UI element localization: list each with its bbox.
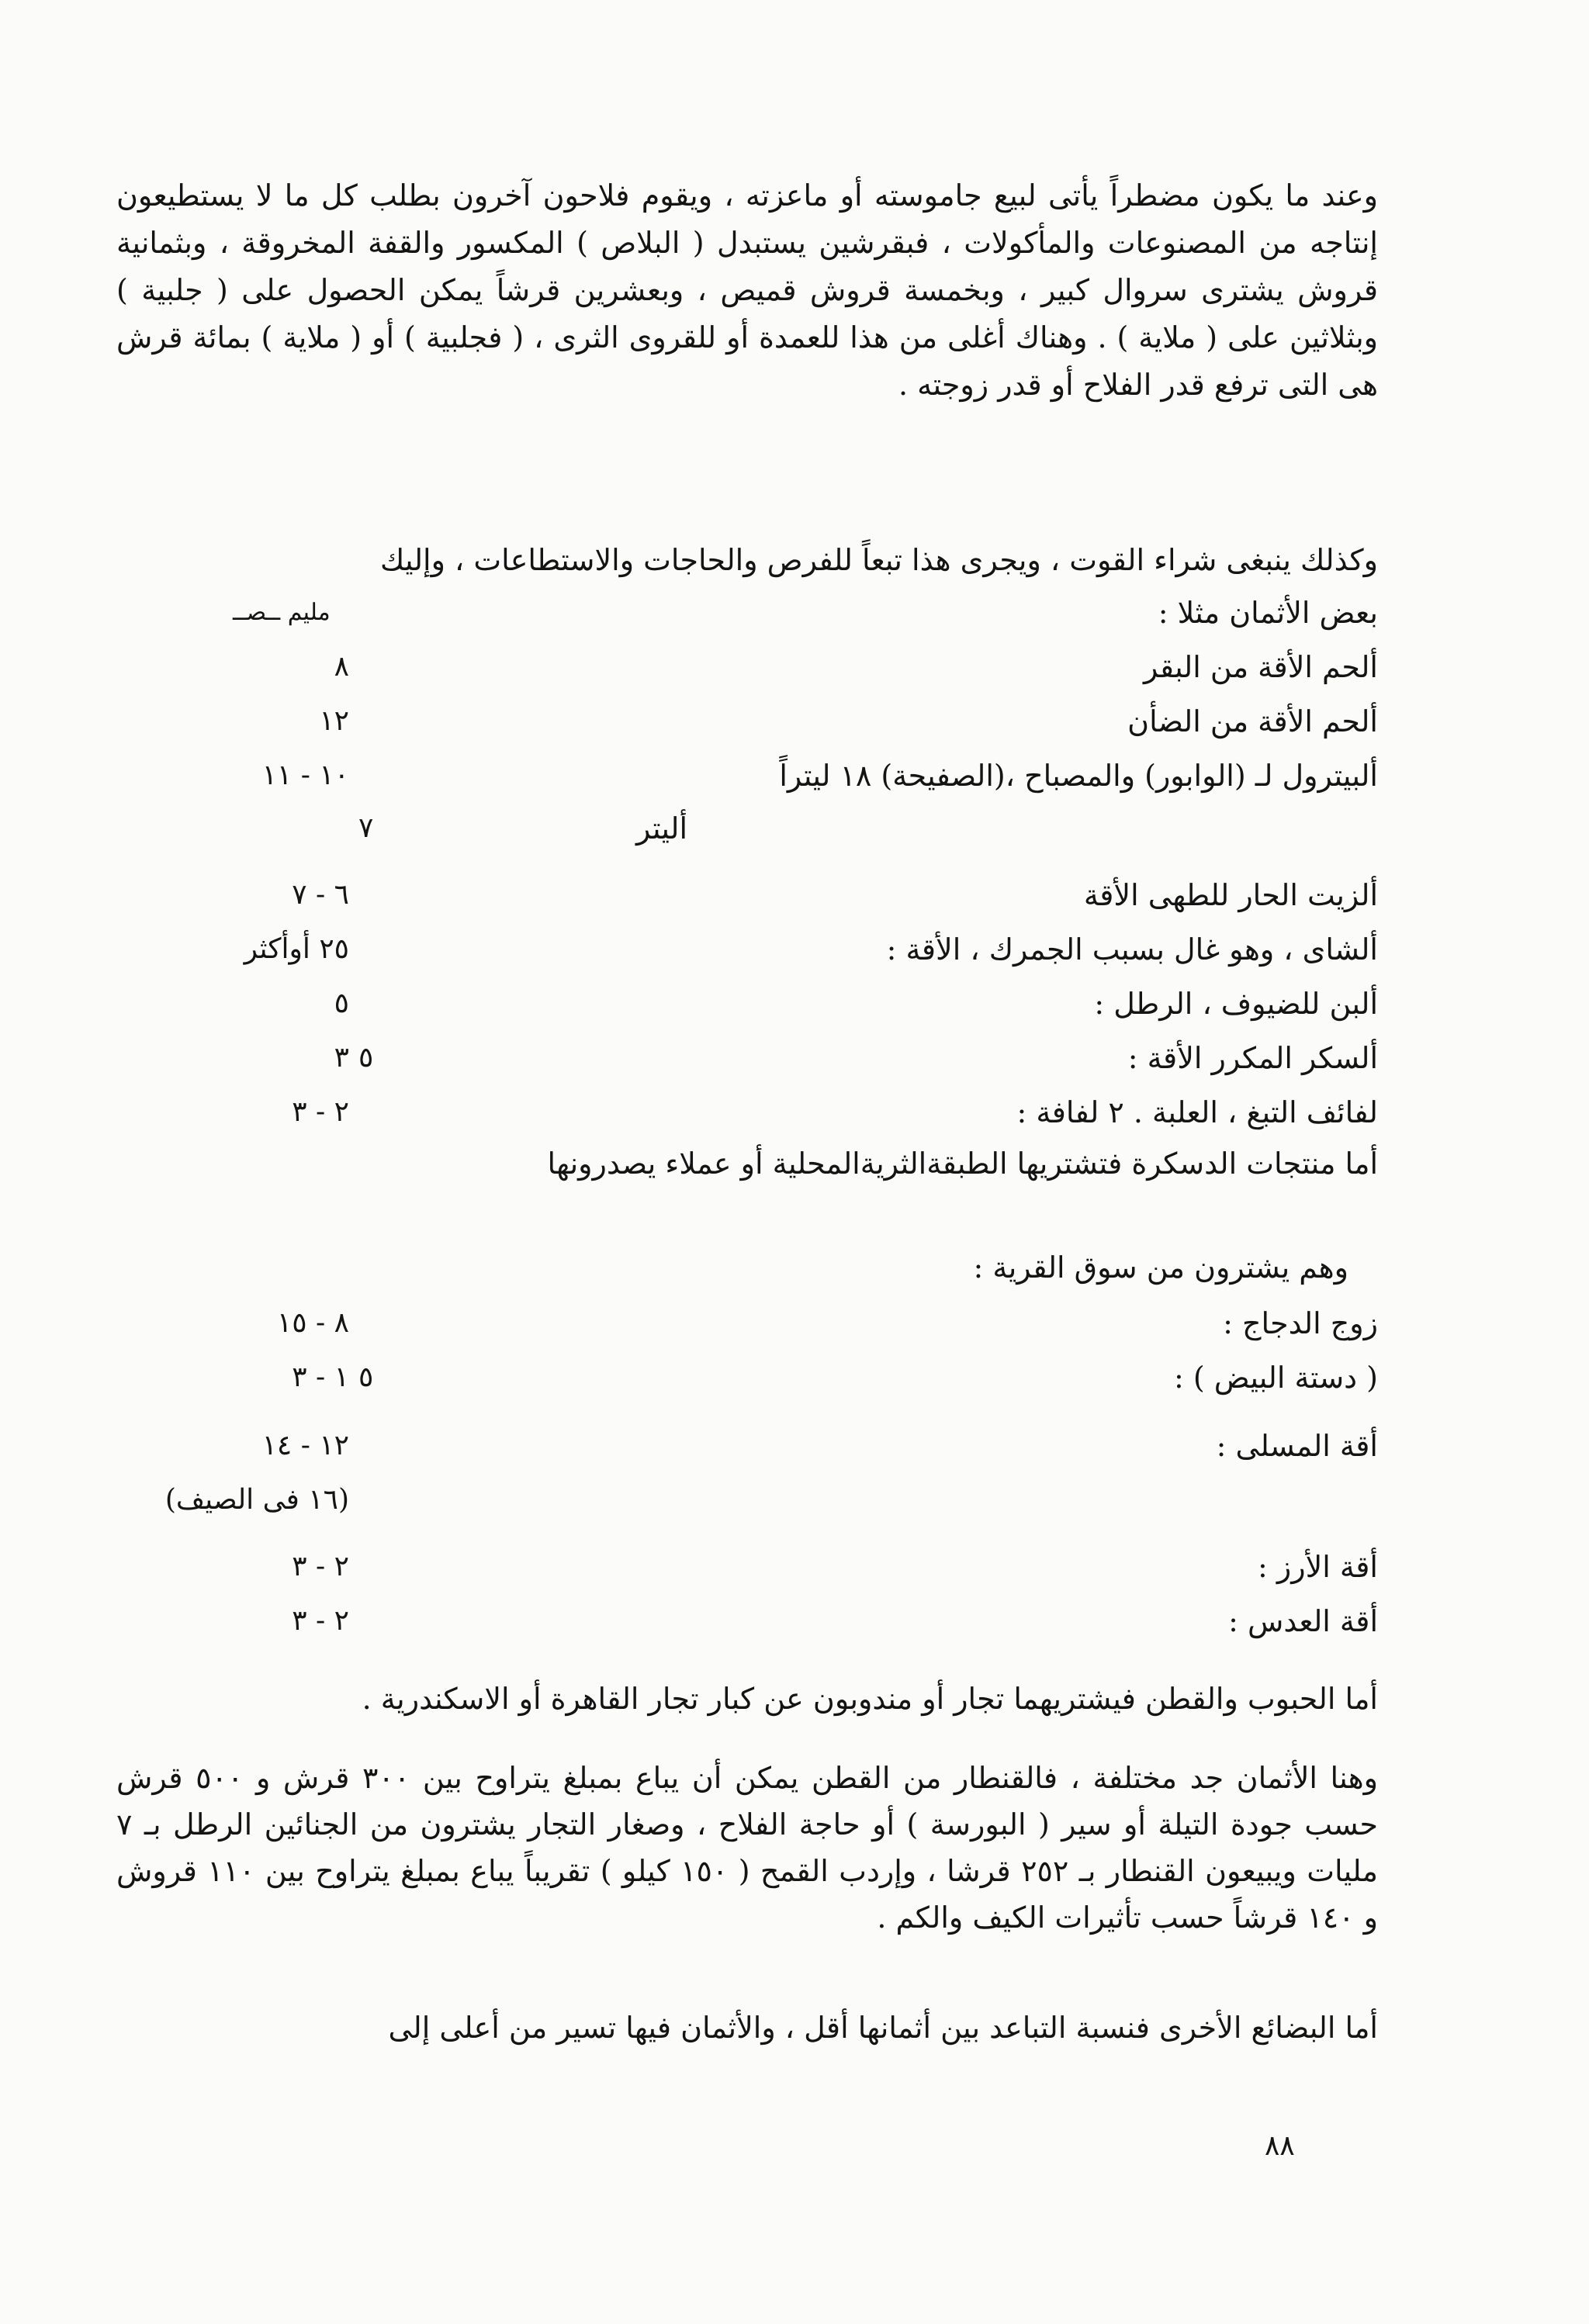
price-row-value: ٦ - ٧ [292,879,349,911]
market-row [0,1423,1589,1471]
market-row [0,1477,1589,1525]
market-table-intro-row [0,1244,1589,1292]
price-row-label: ألزيت الحار للطهى الأقة [1083,878,1378,912]
market-row-label: أقة المسلى : [1216,1429,1378,1463]
market-row-value: ١ - ٣ [292,1361,349,1393]
price-row-value: ٥ [334,987,349,1019]
market-row-label: زوج الدجاج : [1223,1306,1378,1340]
price-row-label: ألحم الأقة من البقر [1143,650,1378,684]
price-row-value: ٨ [334,651,349,683]
price-row-value: ٣ [334,1042,349,1074]
price-table-intro: بعض الأثمان مثلا : [1158,596,1378,630]
market-row [0,1598,1589,1646]
market-row-label: ( دستة البيض ) : [1174,1361,1378,1395]
price-row-label: ألبن للضيوف ، الرطل : [1094,987,1378,1021]
market-table-intro: وهم يشترون من سوق القرية : [973,1250,1348,1285]
market-row [0,1354,1589,1402]
outro-text: أما منتجات الدسكرة فتشتريها الطبقةالثريةالمحلية أو عملاء يصدرونها [547,1146,1378,1181]
price-row [0,698,1589,746]
price-row-label: لفائف التبغ ، العلبة . ٢ لفافة : [1016,1095,1378,1129]
price-row-label: أليتر [636,811,688,846]
paragraph-2: وكذلك ينبغى شراء القوت ، ويجرى هذا تبعاً للفرص والحاجات والاستطاعات ، وإليك [379,543,1378,577]
market-row-value: ١٢ - ١٤ [261,1430,349,1461]
market-row [0,1544,1589,1592]
paragraph-3: أما الحبوب والقطن فيشتريهما تجار أو مندوبون عن كبار تجار القاهرة أو الاسكندرية . [362,1682,1378,1716]
paragraph-1: وعند ما يكون مضطراً يأتى لبيع جاموسته أو ماعزته ، ويقوم فلاحون آخرون بطلب كل ما لا يستطيعون إنتاجه من المصنوعات والمأكولات ، فبقرشين يستبدل ( البلاص ) المكسور والقفة المخروقة ، وبثمانية قروش يشترى سروال كبير ، وبخمسة قروش قميص ، وبعشرين قرشاً يمكن الحصول على ( جلبية ) وبثلاثين على ( ملاية ) . وهناك أغلى من هذا للعمدة أو للقروى الثرى ، ( فجلبية ) أو ( ملاية ) بمائة قرش هى التى ترفع قدر الفلاح أو قدر زوجته . [116,178,1378,402]
paragraph-5: أما البضائع الأخرى فنسبة التباعد بين أثمانها أقل ، والأثمان فيها تسير من أعلى إلى [388,2011,1378,2045]
price-row-value-mid: ٥ [358,1042,374,1074]
price-row [0,805,1589,853]
paragraph-4: وهنا الأثمان جد مختلفة ، فالقنطار من القطن يمكن أن يباع بمبلغ يتراوح بين ٣٠٠ قرش و ٥٠٠ قرش حسب جودة التيلة أو سير ( البورسة ) أو حاجة الفلاح ، وصغار التجار يشترون من الجنائين الرطل بـ ٧ مليات ويبيعون القنطار بـ ٢٥٢ قرشا ، وإردب القمح ( ١٥٠ كيلو ) تقريباً يباع بمبلغ يتراوح بين ١١٠ قروش و ١٤٠ قرشاً حسب تأثيرات الكيف والكم . [116,1761,1378,1935]
price-row [0,926,1589,974]
price-row-label: ألبيترول لـ (الوابور) والمصباح ،(الصفيحة) ١٨ ليتراً [779,759,1378,793]
price-row-value: ٢ - ٣ [292,1096,349,1128]
market-row-value: ٢ - ٣ [292,1605,349,1637]
price-row-label: ألشاى ، وهو غال بسبب الجمرك ، الأقة : [886,932,1378,967]
market-row-value: ٨ - ١٥ [276,1307,349,1339]
price-row [0,1089,1589,1137]
price-row-value: ٧ [358,812,374,844]
price-column-head: مليم ــصــ [233,599,331,626]
price-row [0,1035,1589,1083]
market-row [0,1300,1589,1348]
price-row-value: ١٢ [319,705,349,737]
market-row-label: أقة الأرز : [1258,1550,1378,1584]
market-row-label: أقة العدس : [1228,1604,1378,1638]
price-row-label: ألحم الأقة من الضأن [1127,704,1378,738]
market-row-value: (١٦ فى الصيف) [164,1484,349,1516]
price-row [0,872,1589,920]
market-row-value: ٢ - ٣ [292,1551,349,1582]
page-number: ٨٨ [1265,2130,1295,2162]
price-row-value: ١٠ - ١١ [261,759,349,791]
price-row-label: ألسكر المكرر الأقة : [1127,1041,1378,1075]
price-row [0,980,1589,1029]
price-row [0,752,1589,801]
price-table-header-row [0,590,1589,638]
price-table-outro [0,1140,1589,1188]
price-row-value: ٢٥ أوأكثر [244,933,349,965]
price-row [0,644,1589,692]
market-row-value-mid: ٥ [358,1361,374,1393]
